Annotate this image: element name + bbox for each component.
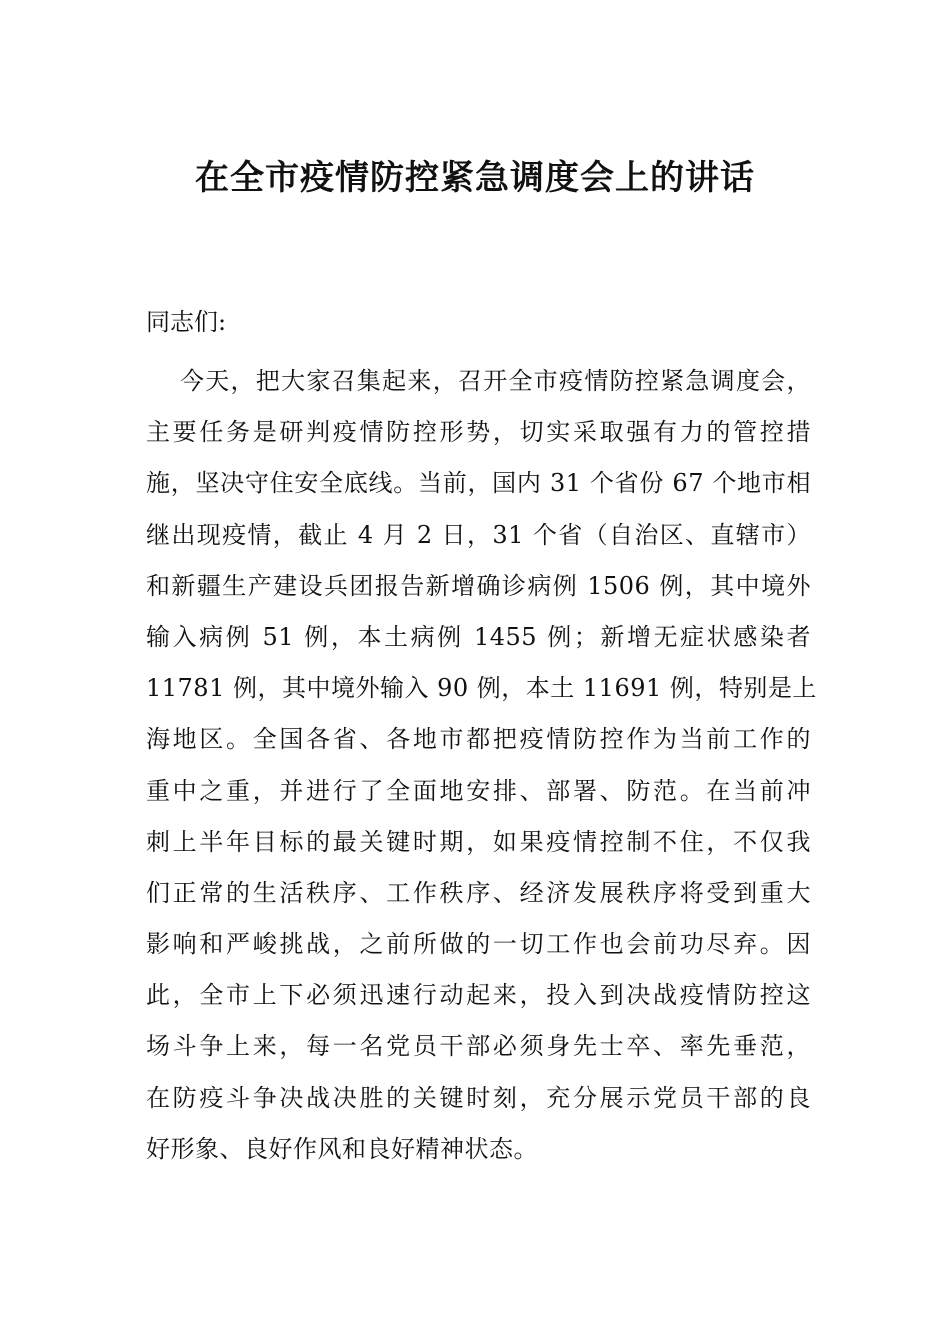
paragraph-line: 在防疫斗争决战决胜的关键时刻，充分展示党员干部的良 [146, 1083, 811, 1112]
paragraph-line: 刺上半年目标的最关键时期，如果疫情控制不住，不仅我 [146, 827, 811, 856]
paragraph-line: 和新疆生产建设兵团报告新增确诊病例 1506 例，其中境外 [146, 571, 811, 600]
document-title: 在全市疫情防控紧急调度会上的讲话 [195, 158, 755, 198]
paragraph-line: 输入病例 51 例，本土病例 1455 例；新增无症状感染者 [146, 622, 811, 651]
paragraph-line: 重中之重，并进行了全面地安排、部署、防范。在当前冲 [146, 776, 811, 805]
paragraph-line: 继出现疫情，截止 4 月 2 日，31 个省（自治区、直辖市） [146, 520, 811, 549]
paragraph-line: 11781 例，其中境外输入 90 例，本土 11691 例，特别是上 [146, 674, 817, 703]
paragraph-line: 场斗争上来，每一名党员干部必须身先士卒、率先垂范， [146, 1032, 811, 1061]
paragraph-line: 主要任务是研判疫情防控形势，切实采取强有力的管控措 [146, 418, 811, 447]
paragraph-line: 海地区。全国各省、各地市都把疫情防控作为当前工作的 [146, 725, 811, 754]
paragraph-line: 今天，把大家召集起来，召开全市疫情防控紧急调度会， [180, 367, 811, 395]
salutation: 同志们: [146, 308, 227, 336]
paragraph-line: 施，坚决守住安全底线。当前，国内 31 个省份 67 个地市相 [146, 469, 811, 498]
paragraph-line: 好形象、良好作风和良好精神状态。 [146, 1134, 538, 1163]
speech-paragraph [146, 361, 817, 1180]
paragraph-line: 们正常的生活秩序、工作秩序、经济发展秩序将受到重大 [146, 878, 811, 907]
paragraph-line: 影响和严峻挑战，之前所做的一切工作也会前功尽弃。因 [146, 930, 811, 959]
paragraph-line: 此，全市上下必须迅速行动起来，投入到决战疫情防控这 [146, 981, 811, 1010]
